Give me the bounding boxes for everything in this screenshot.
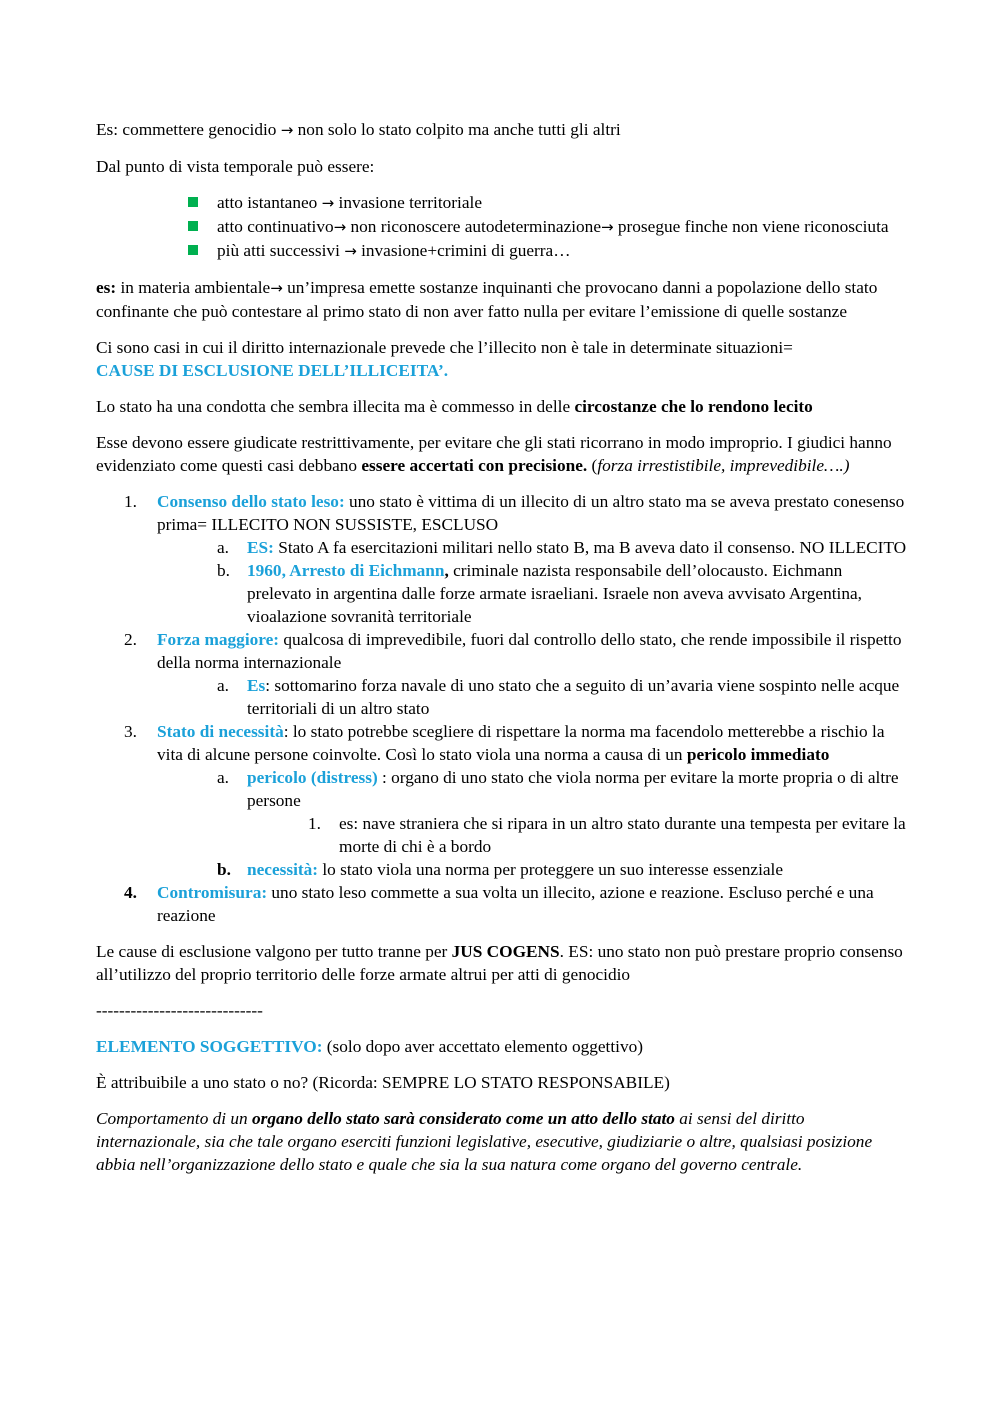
text: non riconoscere autodeterminazione xyxy=(346,217,601,236)
arrow-right-icon: → xyxy=(280,121,294,139)
text: invasione+crimini di guerra… xyxy=(356,241,571,260)
item-title: necessità: xyxy=(247,860,319,879)
list-number: 2. xyxy=(124,630,137,649)
item-text: : sottomarino forza navale di uno stato che a seguito di un’avaria viene sospinto nelle acque territoriali di un altro stato xyxy=(247,676,900,718)
arrow-right-icon: → xyxy=(333,218,347,236)
text: Esse devono essere giudicate restrittivamente, per evitare che gli stati ricorrano in modo improprio. I giudici hanno evidenziato come questi casi debbano xyxy=(96,433,892,475)
attribution-question: È attribuibile a uno stato o no? (Ricorda: SEMPRE LO STATO RESPONSABILE) xyxy=(96,1073,670,1092)
list-subitem xyxy=(96,559,908,628)
bold-text: JUS COGENS xyxy=(451,942,560,961)
text: in materia ambientale xyxy=(116,278,271,297)
bold-text: organo dello stato sarà considerato come un atto dello stato xyxy=(252,1109,675,1128)
list-number: 1. xyxy=(124,492,137,511)
item-text: uno stato è vittima di un illecito di un altro stato ma se aveva prestato conesenso prima= ILLECITO NON SUSSISTE, ESCLUSO xyxy=(157,492,905,534)
lawful-circumstances xyxy=(96,395,908,418)
list-subitem xyxy=(96,766,908,812)
item-title: ES: xyxy=(247,538,274,557)
exclusion-causes-list xyxy=(96,490,908,927)
temporal-intro: Dal punto di vista temporale può essere: xyxy=(96,157,375,176)
list-number: 4. xyxy=(124,883,137,902)
item-text: Stato A fa esercitazioni militari nello stato B, ma B aveva dato il consenso. NO ILLECITO xyxy=(273,538,907,557)
text: atto continuativo xyxy=(217,217,334,236)
bullet-square-icon xyxy=(188,197,198,207)
text: non solo lo stato colpito ma anche tutti gli altri xyxy=(293,120,621,139)
item-title: Consenso dello stato leso: xyxy=(157,492,345,511)
text: ai sensi del diritto internazionale, sia che tale organo eserciti funzioni legislative, esecutive, giudiziarie o altre, qualsiasi posizione abbia nell’organizzazione dello stato e quale che sia la sua natura come organo del governo centrale. xyxy=(96,1109,873,1174)
list-letter: a. xyxy=(217,768,229,787)
item-text: qualcosa di imprevedibile, fuori dal controllo dello stato, che rende impossibile il rispetto della norma internazionale xyxy=(157,630,902,672)
list-letter: b. xyxy=(217,561,230,580)
bullet-square-icon xyxy=(188,245,198,255)
separator-line: ----------------------------- xyxy=(96,1001,263,1020)
text: Es: commettere genocidio xyxy=(96,120,281,139)
list-subitem xyxy=(96,858,908,881)
bold-text: circostanze che lo rendono lecito xyxy=(574,397,813,416)
item-title: pericolo (distress) xyxy=(247,768,378,787)
item-text: es: nave straniera che si ripara in un altro stato durante una tempesta per evitare la morte di chi è a bordo xyxy=(339,814,906,856)
text: prosegue finche non viene riconosciuta xyxy=(613,217,889,236)
item-text: uno stato leso commette a sua volta un illecito, azione e reazione. Escluso perché e una reazione xyxy=(157,883,874,925)
arrow-right-icon: → xyxy=(270,279,283,297)
comma: , xyxy=(444,561,449,580)
list-number: 3. xyxy=(124,722,137,741)
text: Comportamento di un xyxy=(96,1109,253,1128)
temporal-bullet-list xyxy=(96,191,908,263)
item-title: Es xyxy=(247,676,266,695)
list-item xyxy=(217,191,908,215)
list-item-necessity xyxy=(96,720,908,766)
text: (solo dopo aver accettato elemento oggettivo) xyxy=(322,1037,644,1056)
list-letter: a. xyxy=(217,676,229,695)
text: . ES: uno stato non può prestare proprio consenso all’utilizzo del proprio territorio delle forze armate altrui per atti di genocidio xyxy=(96,942,903,984)
label: es: xyxy=(96,278,117,297)
item-text: : organo di uno stato che viola norma per evitare la morte propria o di altre persone xyxy=(247,768,899,810)
item-text: lo stato viola una norma per proteggere un suo interesse essenziale xyxy=(318,860,784,879)
text: Ci sono casi in cui il diritto internazionale prevede che l’illecito non è tale in determinate situazioni= xyxy=(96,338,793,357)
text: ( xyxy=(587,456,598,475)
organ-conduct-paragraph xyxy=(96,1107,908,1176)
item-text: : lo stato potrebbe scegliere di rispettare la norma ma facendolo metterebbe a rischio la vita di alcune persone coinvolte. Così lo stato viola una norma a causa di un xyxy=(157,722,885,764)
item-title: Contromisura: xyxy=(157,883,268,902)
text: Le cause di esclusione valgono per tutto tranne per xyxy=(96,942,452,961)
text: invasione territoriale xyxy=(334,193,482,212)
item-title: 1960, Arresto di Eichmann xyxy=(247,561,445,580)
section-heading: CAUSE DI ESCLUSIONE DELL’ILLICEITA’. xyxy=(96,361,449,380)
list-letter: a. xyxy=(217,538,229,557)
section-heading: ELEMENTO SOGGETTIVO: xyxy=(96,1037,323,1056)
list-item-force-majeure xyxy=(96,628,908,674)
list-number: 1. xyxy=(308,814,321,833)
item-text: criminale nazista responsabile dell’olocausto. Eichmann prelevato in argentina dalle forze armate israeliani. Israele non aveva avvisato Argentina, vioalazione sovranità territoriale xyxy=(247,561,862,626)
example-genocide xyxy=(96,118,908,142)
bold-text: essere accertati con precisione. xyxy=(361,456,588,475)
list-item-countermeasure xyxy=(96,881,908,927)
bold-text: pericolo immediato xyxy=(686,745,830,764)
list-subitem xyxy=(96,674,908,720)
environmental-example xyxy=(96,276,908,323)
text: atto istantaneo xyxy=(217,193,322,212)
jus-cogens-paragraph xyxy=(96,940,908,986)
item-title: Stato di necessità xyxy=(157,722,284,741)
list-letter: b. xyxy=(217,860,231,879)
list-item xyxy=(217,215,908,239)
list-item-consent xyxy=(96,490,908,536)
bullet-square-icon xyxy=(188,221,198,231)
arrow-right-icon: → xyxy=(321,194,335,212)
list-item xyxy=(217,239,908,263)
item-title: Forza maggiore: xyxy=(157,630,280,649)
document-page xyxy=(96,118,908,1189)
restrictive-judgement xyxy=(96,431,908,477)
arrow-right-icon: → xyxy=(344,242,357,260)
list-subsubitem xyxy=(96,812,908,858)
list-subitem xyxy=(96,536,908,559)
text: più atti successivi xyxy=(217,241,345,260)
subjective-element-heading xyxy=(96,1035,908,1058)
arrow-right-icon: → xyxy=(601,218,614,236)
text: un’impresa emette sostanze inquinanti che provocano danni a popolazione dello stato confinante che può contestare al primo stato di non aver fatto nulla per evitare l’emissione di quelle sostanze xyxy=(96,278,878,321)
exclusion-intro xyxy=(96,336,908,382)
italic-text: forza irrestistibile, imprevedibile….) xyxy=(597,456,850,475)
text: Lo stato ha una condotta che sembra illecita ma è commesso in delle xyxy=(96,397,575,416)
